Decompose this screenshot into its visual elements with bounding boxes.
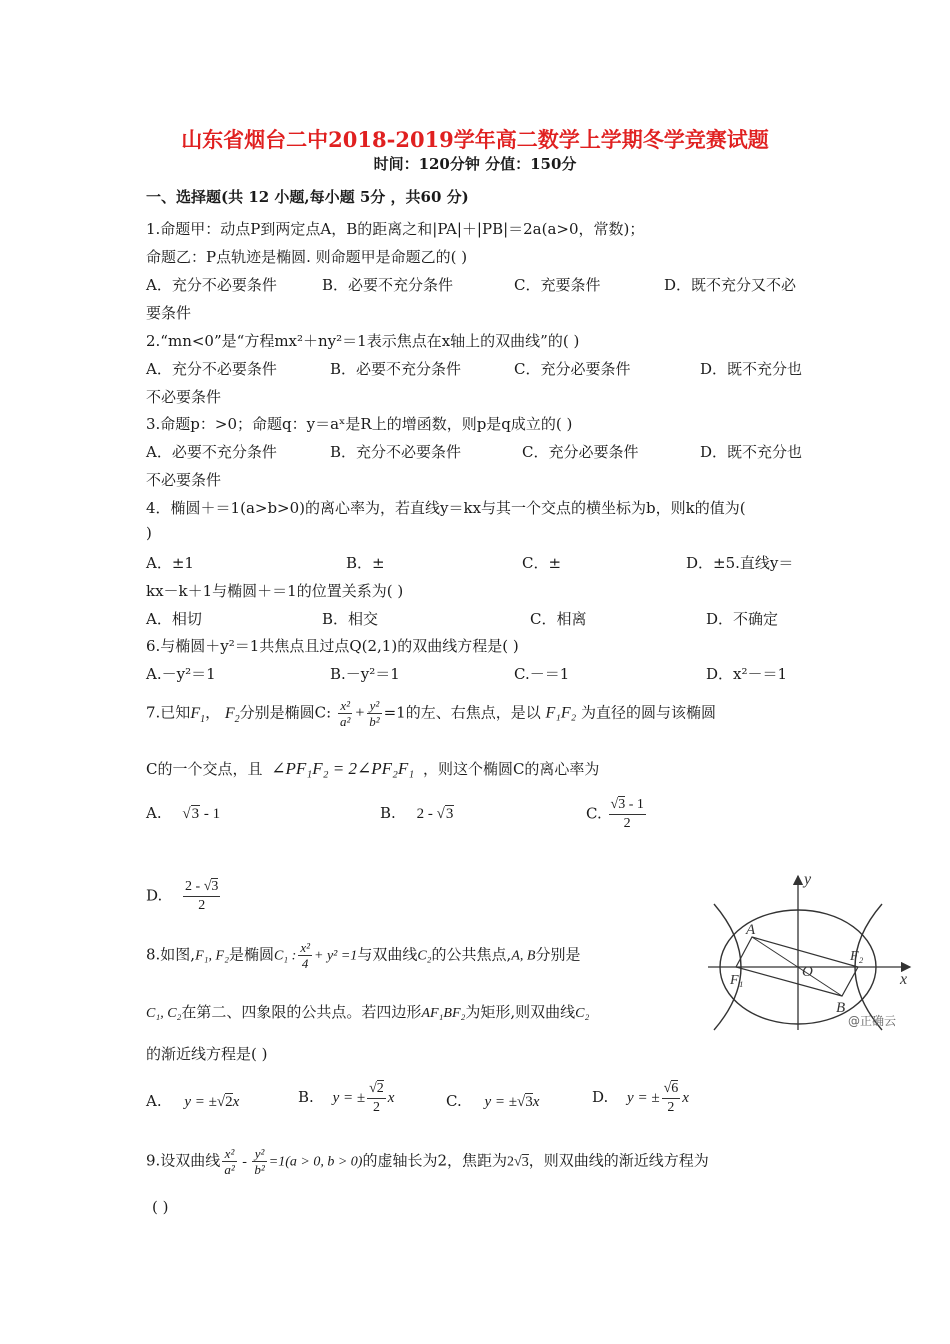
q8-stem-line3: 的渐近线方程是( ) (146, 1045, 268, 1063)
q1-option-d-cont: 要条件 (146, 304, 192, 322)
watermark: @正确云 (848, 1014, 897, 1028)
q8-stem-line2: C₁, C₂在第二、四象限的公共点。若四边形AF₁BF₂为矩形,则双曲线C₂ (146, 1003, 590, 1021)
q6-option-b: B.－y²＝1 (330, 665, 400, 683)
q1-stem-line2: 命题乙：P点轨迹是椭圆. 则命题甲是命题乙的( ) (146, 248, 468, 266)
q7-stem-line2: C的一个交点，且 ∠PF₁F₂ = 2∠PF₂F₁ ，则这个椭圆C的离心率为 (146, 759, 600, 778)
q5-option-b: B．相交 (322, 610, 379, 628)
page-title: 山东省烟台二中2018-2019学年高二数学上学期冬学竞赛试题 (181, 127, 769, 152)
q2-option-a: A．充分不必要条件 (146, 360, 277, 378)
q5-option-a: A．相切 (146, 610, 202, 628)
angle-equation: ∠PF₁F₂ = 2∠PF₂F₁ (271, 759, 415, 778)
q1-option-d: D．既不充分又不必 (664, 276, 797, 294)
q2-option-d: D．既不充分也 (700, 360, 803, 378)
q7-fraction-x: $\frac{\text{x²}}{\text{a²}}$ (340, 698, 351, 729)
q6-option-c: C.－＝1 (514, 665, 570, 683)
q9-stem-line2: ( ) (152, 1198, 169, 1216)
q3-stem: 3.命题p：>0；命题q：y＝aˣ是R上的增函数，则p是q成立的( ) (146, 415, 573, 433)
q5-option-c: C．相离 (530, 610, 587, 628)
q3-option-d-cont: 不必要条件 (146, 471, 222, 489)
q3-option-b: B．充分不必要条件 (330, 443, 462, 461)
q3-option-d: D．既不充分也 (700, 443, 803, 461)
q4-option-b: B．± (346, 554, 385, 572)
q7-option-a: A. √3 - 1 (146, 804, 221, 822)
label-y: y (804, 871, 812, 888)
q4-option-c: C．± (522, 554, 562, 572)
exam-info: 时间：120分钟 分值：150分 (373, 155, 577, 173)
q2-option-d-cont: 不必要条件 (146, 388, 222, 406)
q4-stem-cont: ) (146, 524, 152, 542)
q1-option-c: C．充要条件 (514, 276, 601, 294)
q8-stem-line1: 8.如图,F₁, F₂是椭圆C₁ : $\frac{\text{x²}}{4}$ + y² =1与双曲线C₂的公共焦点,A, B分别是 (146, 940, 581, 971)
f1-symbol: $F_1$ (190, 704, 206, 725)
q2-stem: 2.“mn<0”是“方程mx²＋ny²＝1表示焦点在x轴上的双曲线”的( ) (146, 332, 580, 350)
q7-option-c: C. $\frac{√3 - 1}{2}$ (586, 797, 644, 831)
label-f2: F₂ (850, 949, 864, 964)
q8-option-b: B. y = ± $\frac{√2}{2}$ x (298, 1081, 395, 1115)
q2-option-c: C．充分必要条件 (514, 360, 631, 378)
q9-stem-line1: 9.设双曲线 $\frac{\text{x²}}{\text{a²}}$ - $\frac{\text{y²}}{\text{b²}}$ =1(a > 0, b > 0)的虚轴长为2，焦距为2√3，则双曲线的渐近线方程为 (146, 1146, 709, 1177)
q2-option-b: B．必要不充分条件 (330, 360, 462, 378)
q3-option-a: A．必要不充分条件 (146, 443, 277, 461)
q7-option-b: B. 2 - √3 (380, 804, 454, 822)
q8-option-a: A. y = ±√2x (146, 1092, 240, 1110)
label-o: O (802, 964, 813, 980)
q8-option-c: C. y = ±√3x (446, 1092, 540, 1110)
q5-option-d: D．不确定 (706, 610, 779, 628)
q4-option-a: A．±1 (146, 554, 194, 572)
q6-option-d: D．x²－＝1 (706, 665, 788, 683)
section-heading: 一、选择题(共 12 小题,每小题 5分 ，共60 分) (146, 188, 469, 206)
label-x: x (900, 971, 908, 988)
label-b: B (836, 1000, 846, 1016)
label-f1: F₁ (730, 973, 744, 988)
f2-symbol: $F_2$ (224, 704, 240, 725)
q7-stem-line1: 7.已知$F_1$， $F_2$分别是椭圆C: $\frac{\text{x²}}{\text{a²}}$ + $\frac{\text{y²}}{\text{b²}}$ =1的左、右焦点，是以 F₁F₂ 为直径的圆与该椭圆 (146, 698, 716, 729)
q5-stem: kx－k＋1与椭圆＋＝1的位置关系为( ) (146, 582, 404, 600)
f1f2-segment: F₁F₂ (545, 704, 577, 722)
label-a: A (746, 922, 756, 938)
q4-option-d: D．±5.直线y＝ (686, 554, 794, 572)
q3-option-c: C．充分必要条件 (522, 443, 639, 461)
q4-stem: 4．椭圆＋＝1(a>b>0)的离心率为，若直线y＝kx与其一个交点的横坐标为b，则k的值为( (146, 499, 746, 517)
ellipse-hyperbola-figure (706, 870, 916, 1032)
q8-option-d: D. y = ± $\frac{√6}{2}$ x (592, 1081, 689, 1115)
q1-stem-line1: 1.命题甲：动点P到两定点A，B的距离之和|PA|＋|PB|＝2a(a>0，常数)； (146, 220, 645, 238)
q7-fraction-y: $\frac{\text{y²}}{\text{b²}}$ (369, 698, 380, 729)
q1-option-a: A．充分不必要条件 (146, 276, 277, 294)
q7-option-d: D. $\frac{2 - √3}{2}$ (146, 879, 219, 913)
q1-option-b: B．必要不充分条件 (322, 276, 454, 294)
q6-stem: 6.与椭圆＋y²＝1共焦点且过点Q(2,1)的双曲线方程是( ) (146, 637, 519, 655)
q6-option-a: A.－y²＝1 (146, 665, 216, 683)
